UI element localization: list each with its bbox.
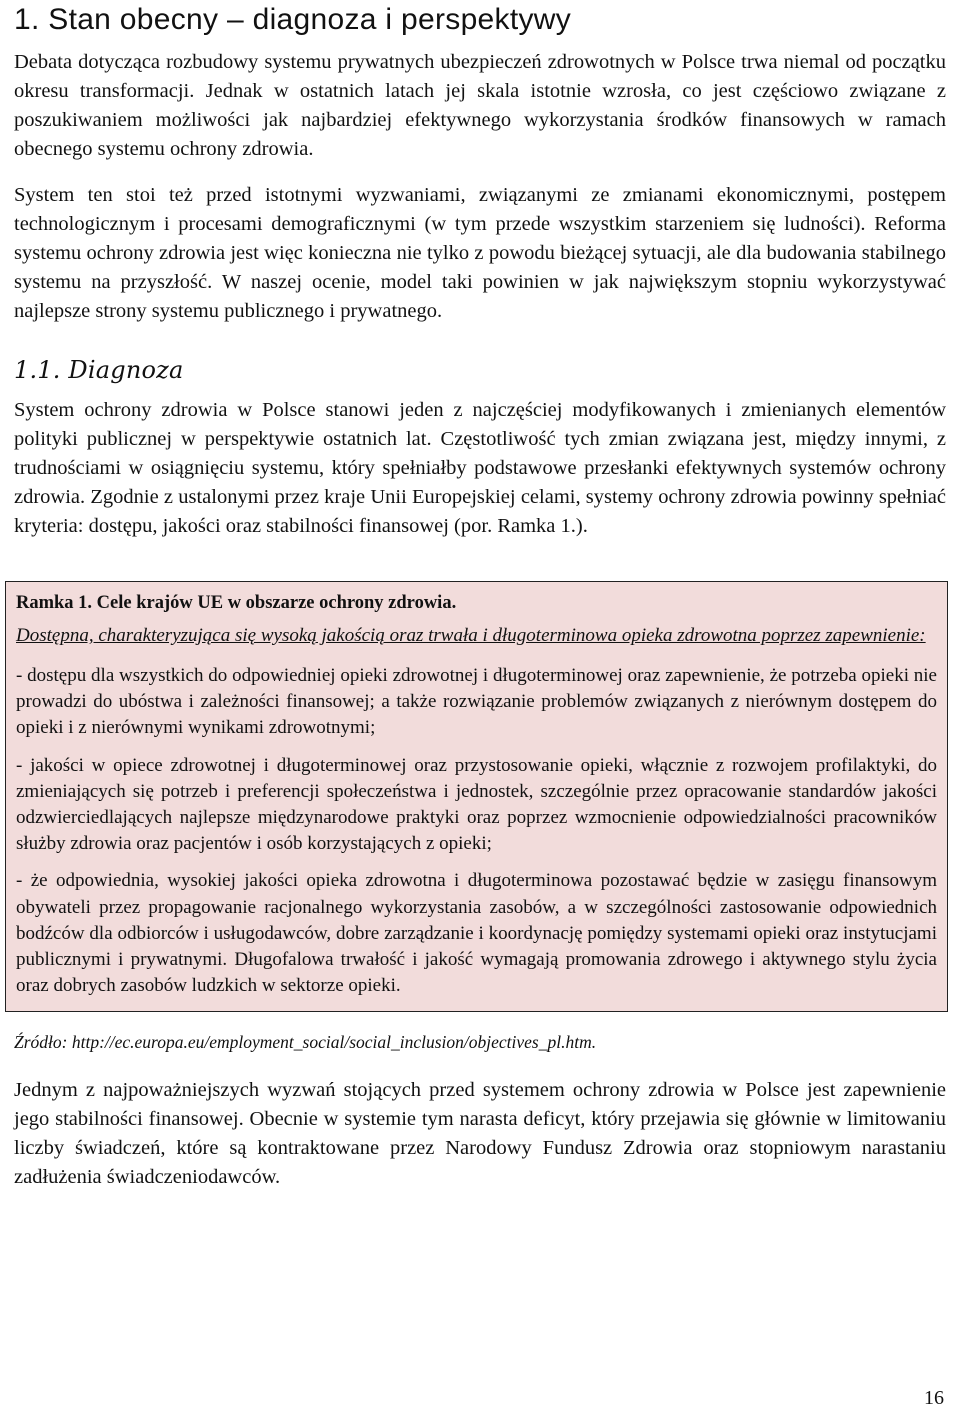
document-page [14, 0, 946, 1192]
section-title: 1. Stan obecny – diagnoza i perspektywy [14, 3, 572, 36]
box-item-quality: - jakości w opiece zdrowotnej i długoterminowej oraz przystosowanie opieki, włącznie z rozwojem profilaktyki, do zmieniających się potrzeb i preferencji społeczeństwa i jednostek, szczególnie przez opracowanie standardów jakości odzwierciedlających najlepsze międzynarodowe praktyki oraz poprzez wzmocnienie odpowiedzialności pracowników służby zdrowia oraz pacjentów i osób korzystających z opieki; [16, 754, 937, 855]
box-item-access: - dostępu dla wszystkich do odpowiedniej opieki zdrowotnej i długoterminowej oraz zapewnienie, że potrzeba opieki nie prowadzi do ubóstwa i zależności finansowej; a także rozwiązanie problemów związanych z nierównym dostępem do opieki i z nierównymi wynikami zdrowotnymi; [16, 665, 937, 739]
box-intro-text: Dostępna, charakteryzująca się wysoką jakością oraz trwała i długoterminowa opieka zdrowotna poprzez zapewnienie: [16, 625, 926, 646]
intro-paragraph-2: System ten stoi też przed istotnymi wyzwaniami, związanymi ze zmianami ekonomicznymi, postępem technologicznym i procesami demograficznymi (w tym przede wszystkim starzeniem się ludności). Reforma systemu ochrony zdrowia jest więc konieczna nie tylko z powodu bieżącej sytuacji, ale dla budowania stabilnego systemu na przyszłość. W naszej ocenie, model taki powinien w jak największym stopniu wykorzystywać najlepsze strony systemu publicznego i prywatnego. [14, 184, 946, 322]
source-note: Źródło: http://ec.europa.eu/employment_social/social_inclusion/objectives_pl.htm. [14, 1032, 597, 1053]
page-number: 16 [924, 1387, 944, 1409]
diagnosis-paragraph: System ochrony zdrowia w Polsce stanowi jeden z najczęściej modyfikowanych i zmienianych elementów polityki publicznej w perspektywie ostatnich lat. Częstotliwość tych zmian związana jest, między innymi, z trudnościami w osiągnięciu systemu, który spełniałby podstawowe przesłanki efektywnych systemów ochrony zdrowia. Zgodnie z ustalonymi przez kraje Unii Europejskiej celami, systemy ochrony zdrowia powinny spełniać kryteria: dostępu, jakości oraz stabilności finansowej (por. Ramka 1.). [14, 399, 946, 537]
box-title: Ramka 1. Cele krajów UE w obszarze ochrony zdrowia. [16, 593, 457, 613]
intro-paragraph-1: Debata dotycząca rozbudowy systemu prywatnych ubezpieczeń zdrowotnych w Polsce trwa niemal od początku okresu transformacji. Jednak w ostatnich latach jej skala istotnie wzrosła, co jest częściowo związane z poszukiwaniem możliwości jak najbardziej efektywnego wykorzystania środków finansowych w ramach obecnego systemu ochrony zdrowia. [14, 51, 946, 160]
box-intro [16, 623, 937, 649]
info-box [5, 581, 948, 1012]
subsection-title: 1.1. Diagnoza [14, 356, 184, 384]
closing-paragraph: Jednym z najpoważniejszych wyzwań stojących przed systemem ochrony zdrowia w Polsce jest zapewnienie jego stabilności finansowej. Obecnie w systemie tym narasta deficyt, który przejawia się głównie w limitowaniu liczby świadczeń, które są kontraktowane przez Narodowy Fundusz Zdrowia oraz stopniowym narastaniu zadłużenia świadczeniodawców. [14, 1079, 946, 1189]
box-item-sustainability: - że odpowiednia, wysokiej jakości opieka zdrowotna i długoterminowa pozostawać będzie w zasięgu finansowym obywateli przez propagowanie racjonalnego wykorzystania zasobów, a w szczególności zastosowanie odpowiednich bodźców dla odbiorców i usługodawców, dobre zarządzanie i koordynację pomiędzy systemami opieki oraz instytucjami publicznymi i prywatnymi. Długofalowa trwałość i jakość wymagają promowania zdrowego i aktywnego stylu życia oraz dobrych zasobów ludzkich w sektorze opieki. [16, 870, 937, 997]
